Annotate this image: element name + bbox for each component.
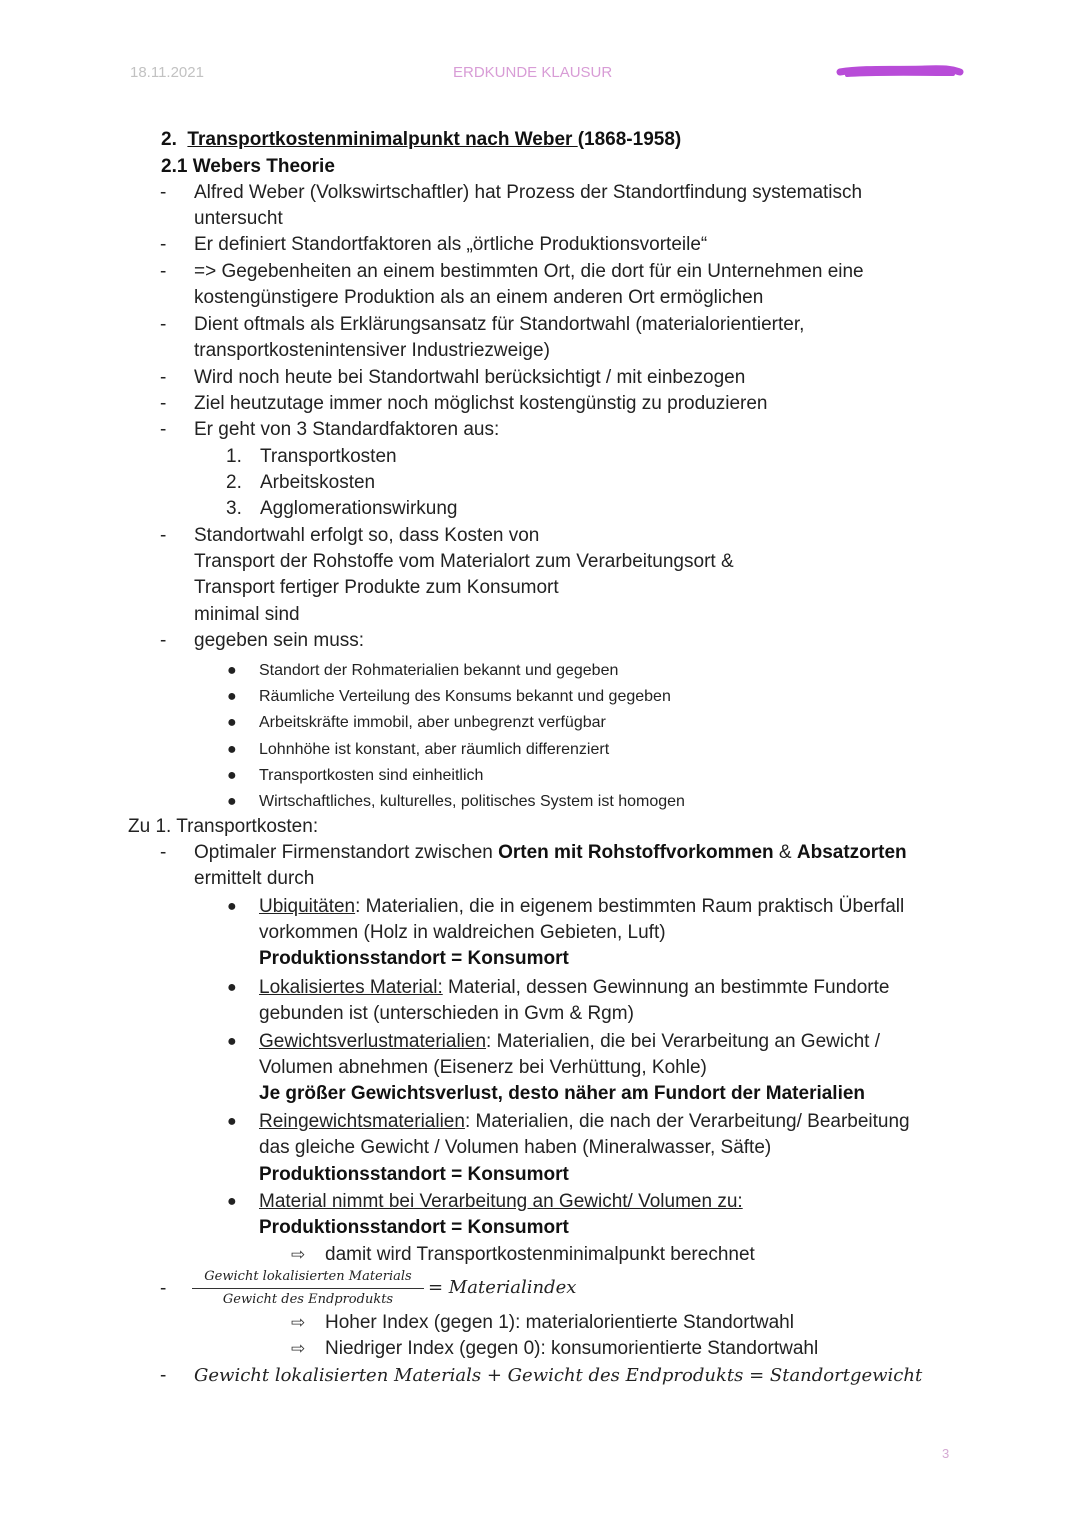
- material-type: Reingewichtsmaterialien: Materialien, die nach der Verarbeitung/ Bearbeitung: [259, 1111, 910, 1132]
- theory-line: Ziel heutzutage immer noch möglichst kostengünstig zu produzieren: [194, 393, 768, 414]
- material-conclusion: Produktionsstandort = Konsumort: [259, 1217, 569, 1238]
- dash-marker: -: [160, 182, 167, 203]
- page-number: 3: [942, 1446, 950, 1461]
- bullet-dot: ●: [227, 793, 237, 810]
- condition-item: Lohnhöhe ist konstant, aber räumlich differenziert: [259, 741, 610, 758]
- theory-line: Transport der Rohstoffe vom Materialort zum Verarbeitungsort &: [194, 551, 734, 572]
- fraction-bar: [192, 1288, 424, 1289]
- transport-line: ermittelt durch: [194, 868, 315, 889]
- bullet-dot: ●: [227, 688, 237, 705]
- dash-marker: -: [160, 525, 167, 546]
- dash-marker: -: [160, 261, 167, 282]
- bullet-dot: ●: [227, 898, 237, 915]
- bullet-dot: ●: [227, 1193, 237, 1210]
- dash-marker: -: [160, 367, 167, 388]
- condition-item: Arbeitskräfte immobil, aber unbegrenzt verfügbar: [259, 714, 606, 731]
- fraction-numerator: Gewicht lokalisierten Materials: [204, 1269, 412, 1284]
- dash-marker: -: [160, 234, 167, 255]
- factor-item: 1. Transportkosten: [226, 446, 397, 467]
- bullet-dot: ●: [227, 1113, 237, 1130]
- theory-line: Er geht von 3 Standardfaktoren aus:: [194, 419, 500, 440]
- condition-item: Räumliche Verteilung des Konsums bekannt und gegeben: [259, 688, 671, 705]
- material-desc: gebunden ist (unterschieden in Gvm & Rgm): [259, 1003, 634, 1024]
- section-subtitle: 2.1 Webers Theorie: [161, 156, 335, 177]
- fraction-result: = Materialindex: [428, 1277, 577, 1298]
- transport-line: Optimaler Firmenstandort zwischen Orten mit Rohstoffvorkommen & Absatzorten: [194, 842, 907, 863]
- theory-line: Er definiert Standortfaktoren als „örtliche Produktionsvorteile“: [194, 234, 708, 255]
- header-title: ERDKUNDE KLAUSUR: [453, 64, 613, 81]
- dash-marker: -: [160, 1365, 167, 1386]
- theory-line: minimal sind: [194, 604, 300, 625]
- arrow-icon: ⇨: [291, 1313, 306, 1332]
- transport-heading: Zu 1. Transportkosten:: [128, 816, 319, 837]
- bullet-dot: ●: [227, 767, 237, 784]
- dash-marker: -: [160, 314, 167, 335]
- arrow-icon: ⇨: [291, 1245, 306, 1264]
- section-title: 2. Transportkostenminimalpunkt nach Weber (1868-1958): [161, 129, 682, 150]
- theory-line: kostengünstigere Produktion als an einem anderen Ort ermöglichen: [194, 287, 764, 308]
- material-desc: Volumen abnehmen (Eisenerz bei Verhüttung, Kohle): [259, 1057, 707, 1078]
- fraction-denominator: Gewicht des Endprodukts: [222, 1292, 394, 1307]
- theory-line: Standortwahl erfolgt so, dass Kosten von: [194, 525, 540, 546]
- material-type: Gewichtsverlustmaterialien: Materialien, die bei Verarbeitung an Gewicht /: [259, 1031, 880, 1052]
- material-conclusion: Je größer Gewichtsverlust, desto näher am Fundort der Materialien: [259, 1083, 866, 1104]
- theory-line: Dient oftmals als Erklärungsansatz für Standortwahl (materialorientierter,: [194, 314, 805, 335]
- bullet-dot: ●: [227, 662, 237, 679]
- condition-item: Standort der Rohmaterialien bekannt und gegeben: [259, 662, 619, 679]
- dash-marker: -: [160, 1278, 167, 1299]
- bullet-dot: ●: [227, 714, 237, 731]
- bullet-dot: ●: [227, 1033, 237, 1050]
- arrow-icon: ⇨: [291, 1339, 306, 1358]
- condition-item: Wirtschaftliches, kulturelles, politisches System ist homogen: [259, 793, 685, 810]
- material-index-fraction: [192, 1268, 424, 1309]
- material-conclusion: Produktionsstandort = Konsumort: [259, 1164, 569, 1185]
- condition-item: Transportkosten sind einheitlich: [259, 767, 484, 784]
- standortgewicht-formula: Gewicht lokalisierten Materials + Gewicht des Endprodukts = Standortgewicht: [194, 1365, 923, 1386]
- dash-marker: -: [160, 419, 167, 440]
- arrow-text: Niedriger Index (gegen 0): konsumorientierte Standortwahl: [325, 1338, 819, 1359]
- bullet-dot: ●: [227, 979, 237, 996]
- material-type: Ubiquitäten: Materialien, die in eigenem bestimmten Raum praktisch Überfall: [259, 896, 905, 917]
- bullet-dot: ●: [227, 741, 237, 758]
- arrow-text: Hoher Index (gegen 1): materialorientierte Standortwahl: [325, 1312, 794, 1333]
- theory-line: untersucht: [194, 208, 283, 229]
- arrow-text: damit wird Transportkostenminimalpunkt berechnet: [325, 1244, 755, 1265]
- theory-line: Transport fertiger Produkte zum Konsumort: [194, 577, 559, 598]
- material-desc: vorkommen (Holz in waldreichen Gebieten, Luft): [259, 922, 666, 943]
- theory-line: gegeben sein muss:: [194, 630, 365, 651]
- dash-marker: -: [160, 630, 167, 651]
- material-conclusion: Produktionsstandort = Konsumort: [259, 948, 569, 969]
- header-date: 18.11.2021: [130, 64, 204, 81]
- dash-marker: -: [160, 393, 167, 414]
- factor-item: 3. Agglomerationswirkung: [226, 498, 458, 519]
- dash-marker: -: [160, 842, 167, 863]
- material-type: Material nimmt bei Verarbeitung an Gewicht/ Volumen zu:: [259, 1191, 743, 1212]
- material-type: Lokalisiertes Material: Material, dessen Gewinnung an bestimmte Fundorte: [259, 977, 890, 998]
- redaction-scribble: [835, 62, 965, 82]
- material-desc: das gleiche Gewicht / Volumen haben (Mineralwasser, Säfte): [259, 1137, 772, 1158]
- theory-line: => Gegebenheiten an einem bestimmten Ort, die dort für ein Unternehmen eine: [194, 261, 864, 282]
- factor-item: 2. Arbeitskosten: [226, 472, 376, 493]
- theory-line: Wird noch heute bei Standortwahl berücksichtigt / mit einbezogen: [194, 367, 746, 388]
- theory-line: transportkostenintensiver Industriezweige): [194, 340, 550, 361]
- theory-line: Alfred Weber (Volkswirtschaftler) hat Prozess der Standortfindung systematisch: [194, 182, 863, 203]
